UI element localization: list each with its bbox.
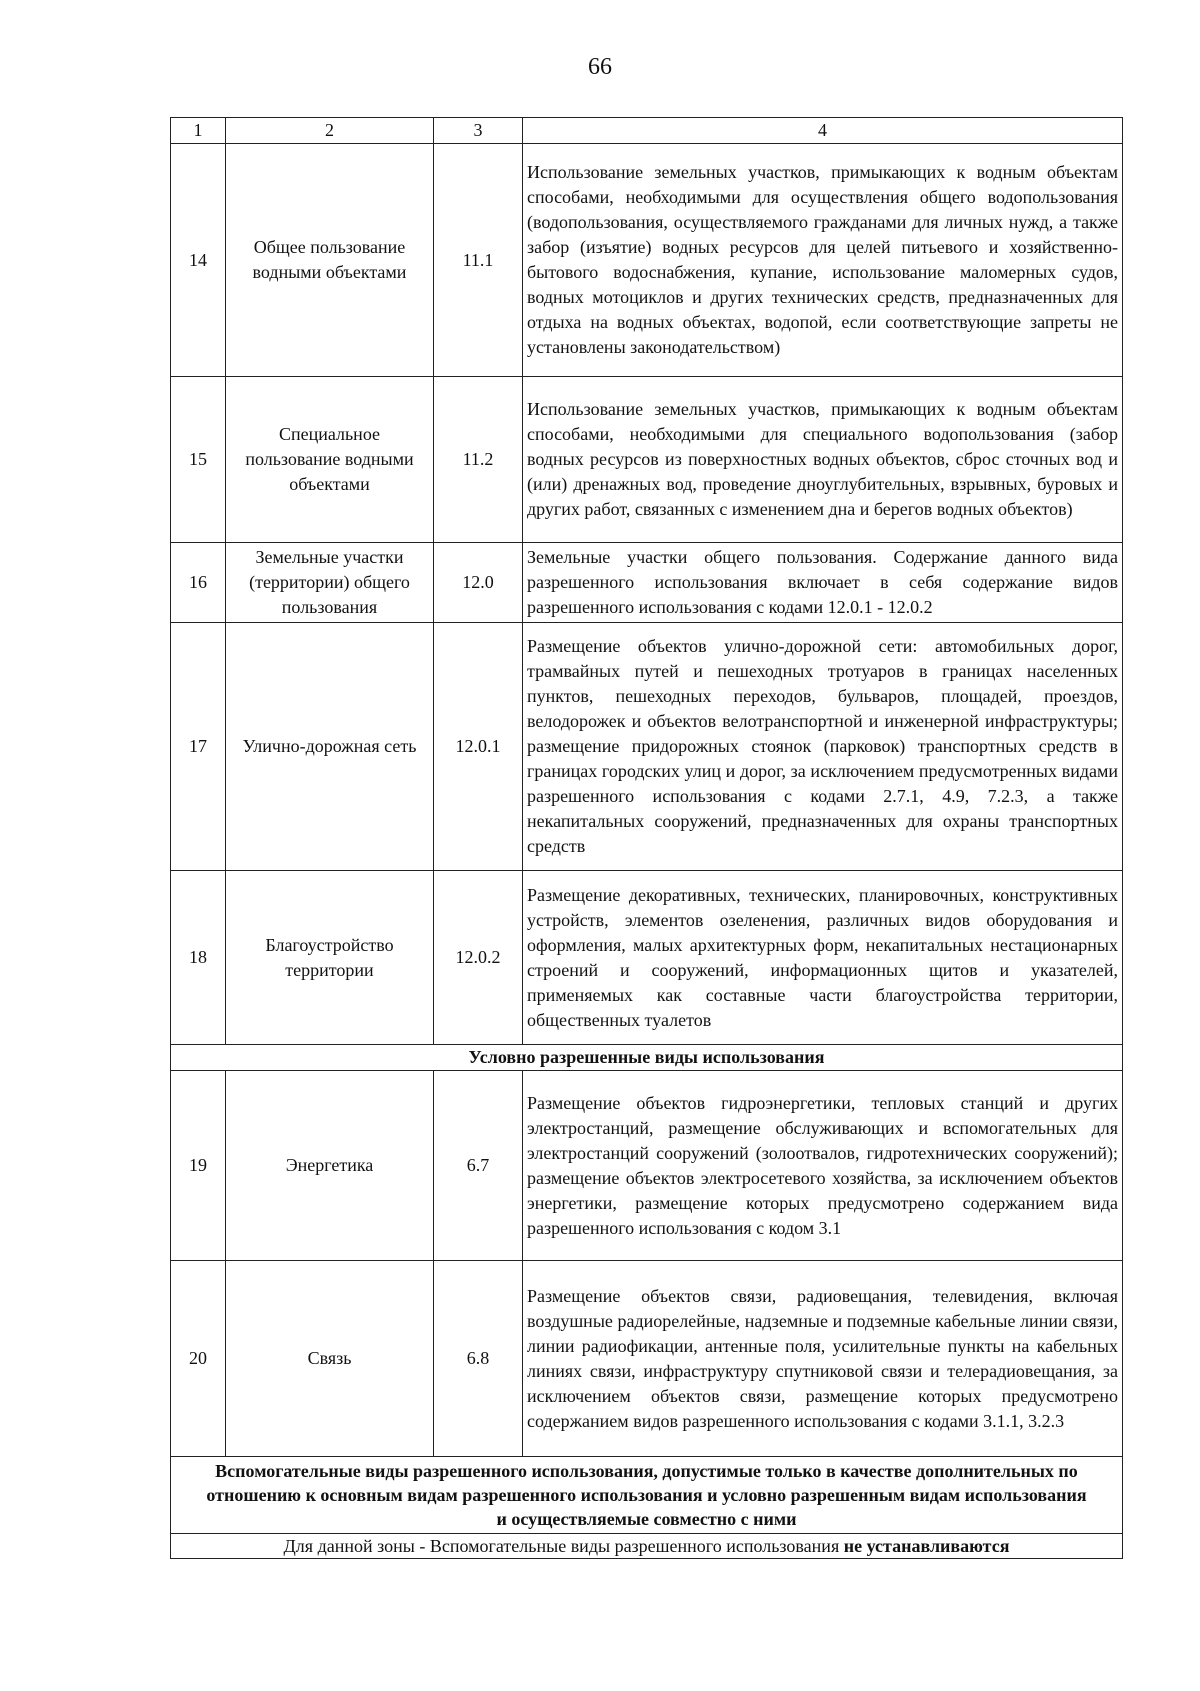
header-col-3: 3 — [434, 118, 523, 144]
use-type-name: Земельные участки (территории) общего пользования — [226, 543, 434, 623]
use-type-description: Использование земельных участков, примыкающих к водным объектам способами, необходимыми для осуществления общего водопользования (водопользования, осуществляемого гражданами для личных нужд, а также забор (изъятие) водных ресурсов для целей питьевого и хозяйственно-бытового водоснабжения, купание, использование маломерных судов, водных мотоциклов и других технических средств, предназначенных для отдыха на водных объектах, водопой, если соответствующие запреты не установлены законодательством) — [523, 144, 1123, 377]
use-type-code: 6.8 — [434, 1261, 523, 1457]
row-number: 16 — [171, 543, 226, 623]
land-use-table — [170, 117, 1123, 1559]
section-heading-row — [171, 1457, 1123, 1534]
use-type-code: 6.7 — [434, 1071, 523, 1261]
use-type-description: Размещение объектов улично-дорожной сети: автомобильных дорог, трамвайных путей и пешеходных тротуаров в границах населенных пунктов, пешеходных переходов, бульваров, площадей, проездов, велодорожек и объектов велотранспортной и инженерной инфраструктуры; размещение придорожных стоянок (парковок) транспортных средств в границах городских улиц и дорог, за исключением предусмотренных видами разрешенного использования с кодами 2.7.1, 4.9, 7.2.3, а также некапитальных сооружений, предназначенных для охраны транспортных средств — [523, 623, 1123, 871]
table-row — [171, 1071, 1123, 1261]
footer-note-text: Для данной зоны - Вспомогательные виды разрешенного использования — [283, 1536, 844, 1556]
table-row — [171, 1261, 1123, 1457]
table-row — [171, 623, 1123, 871]
use-type-description: Размещение объектов гидроэнергетики, тепловых станций и других электростанций, размещение обслуживающих и вспомогательных для электростанций сооружений (золоотвалов, гидротехнических сооружений); размещение объектов электросетевого хозяйства, за исключением объектов энергетики, размещение которых предусмотрено содержанием вида разрешенного использования с кодом 3.1 — [523, 1071, 1123, 1261]
footer-note — [171, 1534, 1123, 1559]
footer-note-row — [171, 1534, 1123, 1559]
use-type-name: Специальное пользование водными объектами — [226, 377, 434, 543]
table-row — [171, 377, 1123, 543]
use-type-description: Размещение декоративных, технических, планировочных, конструктивных устройств, элементов озеленения, различных видов оборудования и оформления, малых архитектурных форм, некапитальных нестационарных строений и сооружений, информационных щитов и указателей, применяемых как составные части благоустройства территории, общественных туалетов — [523, 871, 1123, 1045]
use-type-name: Связь — [226, 1261, 434, 1457]
header-col-2: 2 — [226, 118, 434, 144]
use-type-description: Использование земельных участков, примыкающих к водным объектам способами, необходимыми для специального водопользования (забор водных ресурсов из поверхностных водных объектов, сброс сточных вод и (или) дренажных вод, проведение дноуглубительных, взрывных, буровых и других работ, связанных с изменением дна и берегов водных объектов) — [523, 377, 1123, 543]
header-row — [171, 118, 1123, 144]
use-type-code: 12.0.2 — [434, 871, 523, 1045]
section-heading-conditional: Условно разрешенные виды использования — [171, 1045, 1123, 1071]
row-number: 14 — [171, 144, 226, 377]
use-type-description: Земельные участки общего пользования. Содержание данного вида разрешенного использования включает в себя содержание видов разрешенного использования с кодами 12.0.1 - 12.0.2 — [523, 543, 1123, 623]
table-row — [171, 871, 1123, 1045]
use-type-code: 12.0 — [434, 543, 523, 623]
section-heading-auxiliary: Вспомогательные виды разрешенного использования, допустимые только в качестве дополнительных по отношению к основным видам разрешенного использования и условно разрешенным видам использования и осуществляемые совместно с ними — [171, 1457, 1123, 1534]
row-number: 19 — [171, 1071, 226, 1261]
use-type-code: 12.0.1 — [434, 623, 523, 871]
use-type-name: Общее пользование водными объектами — [226, 144, 434, 377]
footer-note-emphasis: не устанавливаются — [843, 1536, 1010, 1556]
header-col-4: 4 — [523, 118, 1123, 144]
header-col-1: 1 — [171, 118, 226, 144]
table-row — [171, 543, 1123, 623]
use-type-name: Благоустройство территории — [226, 871, 434, 1045]
row-number: 15 — [171, 377, 226, 543]
use-type-name: Улично-дорожная сеть — [226, 623, 434, 871]
row-number: 20 — [171, 1261, 226, 1457]
use-type-code: 11.1 — [434, 144, 523, 377]
use-type-description: Размещение объектов связи, радиовещания, телевидения, включая воздушные радиорелейные, надземные и подземные кабельные линии связи, линии радиофикации, антенные поля, усилительные пункты на кабельных линиях связи, инфраструктуру спутниковой связи и телерадиовещания, за исключением объектов связи, размещение которых предусмотрено содержанием видов разрешенного использования с кодами 3.1.1, 3.2.3 — [523, 1261, 1123, 1457]
row-number: 17 — [171, 623, 226, 871]
page-number: 66 — [588, 54, 612, 80]
row-number: 18 — [171, 871, 226, 1045]
table-row — [171, 144, 1123, 377]
section-heading-row — [171, 1045, 1123, 1071]
use-type-code: 11.2 — [434, 377, 523, 543]
use-type-name: Энергетика — [226, 1071, 434, 1261]
